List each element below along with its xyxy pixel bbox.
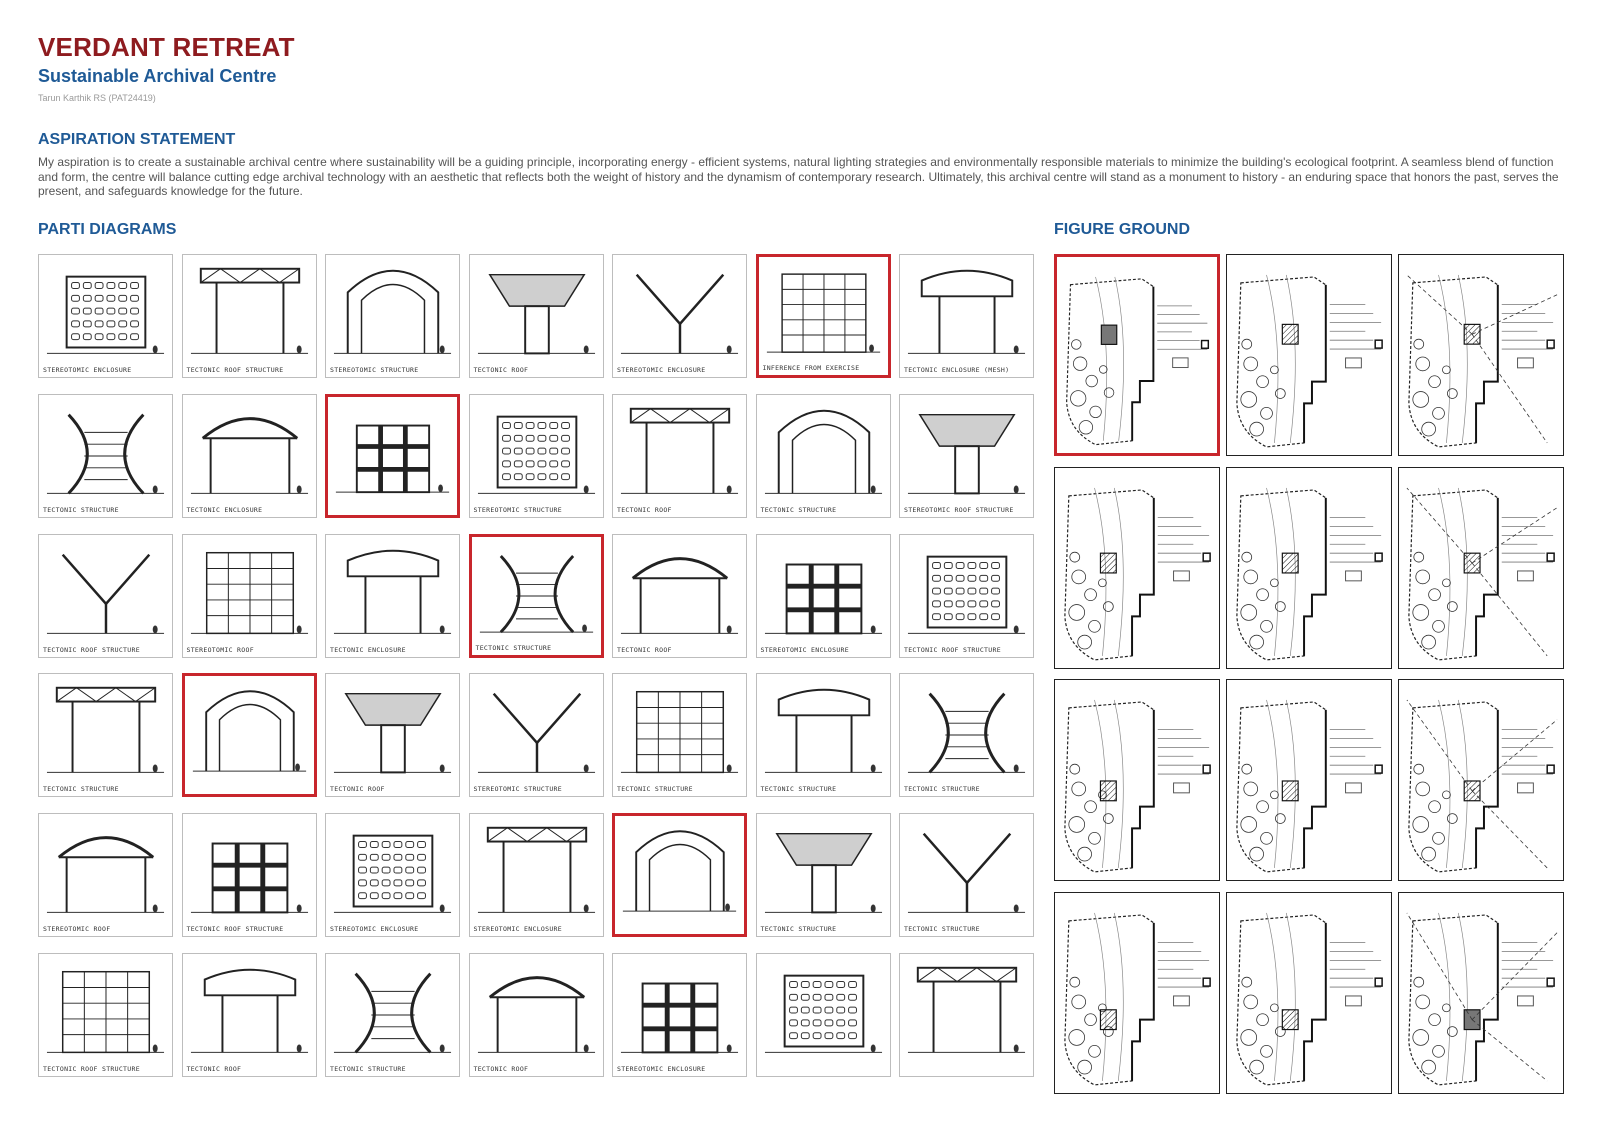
sketch-label: STEREOTOMIC STRUCTURE	[330, 366, 419, 374]
author-credit: Tarun Karthik RS (PAT24419)	[38, 93, 156, 103]
parti-sketch	[325, 254, 460, 378]
parti-sketch	[469, 534, 604, 658]
sketch-label: TECTONIC ROOF	[330, 785, 385, 794]
parti-sketch	[612, 953, 747, 1077]
sketch-label: TECTONIC ENCLOSURE	[330, 645, 406, 654]
parti-sketch	[182, 953, 317, 1077]
sketch-label: STEREOTOMIC ROOF STRUCTURE	[904, 505, 1014, 514]
aspiration-heading: ASPIRATION STATEMENT	[38, 131, 236, 148]
parti-sketch	[756, 813, 891, 937]
parti-sketch	[469, 673, 604, 797]
sketch-label: TECTONIC STRUCTURE	[617, 785, 693, 794]
parti-sketch	[756, 254, 891, 378]
sketch-label: TECTONIC ENCLOSURE (MESH)	[904, 366, 1010, 374]
sketch-label: STEREOTOMIC ENCLOSURE	[43, 366, 132, 374]
page-title: VERDANT RETREAT	[38, 32, 295, 62]
figure-ground-plan	[1398, 467, 1564, 669]
parti-sketch	[325, 953, 460, 1077]
sketch-label: TECTONIC STRUCTURE	[760, 505, 837, 514]
sketch-label: TECTONIC ROOF	[473, 366, 529, 374]
sketch-label: STEREOTOMIC ROOF	[186, 645, 254, 654]
sketch-label: STEREOTOMIC STRUCTURE	[473, 785, 562, 794]
parti-sketch	[325, 813, 460, 937]
parti-sketch	[612, 534, 747, 658]
sketch-label: STEREOTOMIC ENCLOSURE	[617, 366, 706, 374]
parti-sketch	[899, 394, 1034, 518]
figure-ground-plan	[1226, 892, 1392, 1094]
figure-ground-plan	[1398, 679, 1564, 881]
parti-sketch	[612, 254, 747, 378]
sketch-label: TECTONIC STRUCTURE	[904, 785, 980, 794]
figure-ground-plan	[1398, 254, 1564, 456]
sketch-label: TECTONIC STRUCTURE	[43, 505, 119, 514]
figure-ground-plan	[1226, 254, 1392, 456]
parti-sketch	[612, 813, 747, 937]
parti-diagrams-heading: PARTI DIAGRAMS	[38, 221, 177, 238]
parti-sketch	[469, 953, 604, 1077]
sketch-label: TECTONIC STRUCTURE	[330, 1065, 406, 1073]
sketch-label: TECTONIC ENCLOSURE	[186, 505, 263, 514]
parti-sketch	[38, 254, 173, 378]
figure-ground-heading: FIGURE GROUND	[1054, 221, 1190, 238]
parti-sketch	[899, 534, 1034, 658]
parti-sketch	[469, 254, 604, 378]
parti-sketch	[38, 673, 173, 797]
sketch-label: STEREOTOMIC ENCLOSURE	[473, 925, 562, 934]
figure-ground-plan	[1054, 892, 1220, 1094]
parti-sketch	[38, 813, 173, 937]
parti-sketch	[756, 673, 891, 797]
parti-sketch	[182, 813, 317, 937]
figure-ground-plan	[1226, 679, 1392, 881]
parti-sketch	[756, 953, 891, 1077]
page-subtitle: Sustainable Archival Centre	[38, 66, 277, 86]
sketch-label: STEREOTOMIC STRUCTURE	[473, 505, 562, 514]
parti-sketch	[756, 534, 891, 658]
figure-ground-plan	[1054, 254, 1220, 456]
parti-diagram-grid	[38, 254, 1036, 1095]
parti-sketch	[38, 534, 173, 658]
parti-sketch	[182, 254, 317, 378]
figure-ground-grid	[1054, 254, 1564, 1095]
figure-ground-plan	[1054, 679, 1220, 881]
sketch-label: TECTONIC ROOF STRUCTURE	[186, 925, 284, 934]
sketch-label: STEREOTOMIC ENCLOSURE	[760, 645, 849, 654]
sketch-label: TECTONIC ROOF	[186, 1065, 242, 1073]
sketch-label: STEREOTOMIC ROOF	[43, 925, 111, 934]
parti-sketch	[38, 953, 173, 1077]
sketch-label: TECTONIC STRUCTURE	[904, 925, 980, 934]
parti-sketch	[756, 394, 891, 518]
parti-sketch	[899, 673, 1034, 797]
parti-sketch	[899, 254, 1034, 378]
parti-sketch	[182, 673, 317, 797]
sketch-label: TECTONIC STRUCTURE	[760, 785, 837, 794]
parti-sketch	[325, 394, 460, 518]
parti-sketch	[182, 394, 317, 518]
parti-sketch	[469, 813, 604, 937]
sketch-label: STEREOTOMIC ENCLOSURE	[330, 925, 419, 934]
parti-sketch	[899, 953, 1034, 1077]
parti-sketch	[38, 394, 173, 518]
sketch-label: INFERENCE FROM EXERCISE	[762, 364, 860, 372]
sketch-label: TECTONIC ROOF	[473, 1065, 529, 1073]
sketch-label: TECTONIC ROOF	[617, 505, 672, 514]
sketch-label: TECTONIC ROOF STRUCTURE	[904, 645, 1001, 654]
sketch-label: TECTONIC STRUCTURE	[475, 643, 552, 652]
figure-ground-plan	[1054, 467, 1220, 669]
parti-sketch	[182, 534, 317, 658]
parti-sketch	[612, 673, 747, 797]
parti-sketch	[325, 673, 460, 797]
sketch-label: TECTONIC ROOF STRUCTURE	[43, 645, 140, 654]
sketch-label: TECTONIC ROOF STRUCTURE	[186, 366, 284, 374]
sketch-label: TECTONIC ROOF STRUCTURE	[43, 1065, 140, 1073]
aspiration-statement: My aspiration is to create a sustainable archival centre where sustainability will be a guiding principle, incorporating energy - efficient systems, natural lighting strategies and environmentally responsible materials to minimize the building's ecological footprint. A seamless blend of function and form, the centre will balance cutting edge archival technology with an aesthetic that reflects both the weight of history and the dynamism of contemporary research. Ultimately, this archival centre will stand as a monument to history - an enduring space that honors the past, serves the present, and safeguards knowledge for the future.	[38, 155, 1559, 198]
sketch-label: TECTONIC STRUCTURE	[43, 785, 119, 794]
figure-ground-plan	[1226, 467, 1392, 669]
sketch-label: TECTONIC STRUCTURE	[760, 925, 837, 934]
sketch-label: TECTONIC ROOF	[617, 645, 672, 654]
parti-sketch	[325, 534, 460, 658]
parti-sketch	[612, 394, 747, 518]
parti-sketch	[899, 813, 1034, 937]
figure-ground-plan	[1398, 892, 1564, 1094]
parti-sketch	[469, 394, 604, 518]
sketch-label: STEREOTOMIC ENCLOSURE	[617, 1065, 706, 1073]
